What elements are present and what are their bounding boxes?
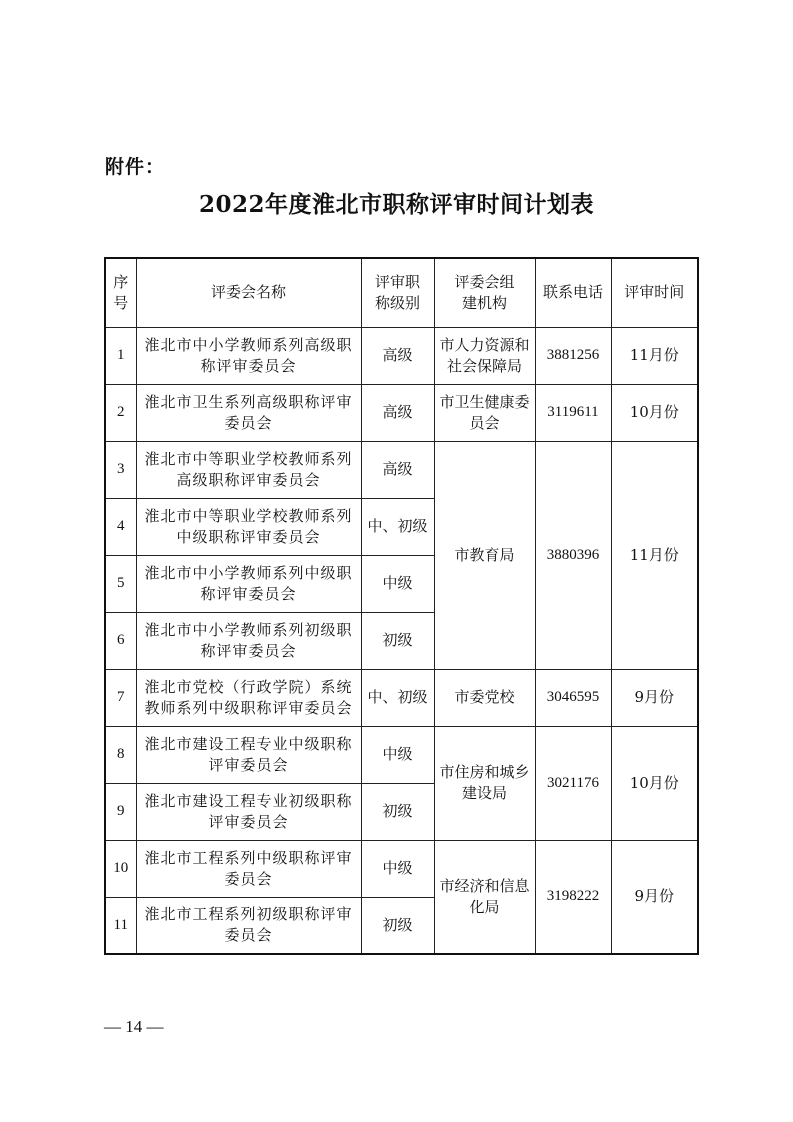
review-time: 10月份	[611, 384, 698, 441]
review-time: 9月份	[611, 669, 698, 726]
review-time: 10月份	[611, 726, 698, 840]
organizing-body: 市经济和信息化局	[434, 840, 535, 954]
committee-name: 淮北市建设工程专业中级职称评审委员会	[136, 726, 361, 783]
header-org: 评委会组建机构	[434, 258, 535, 327]
title-level: 中、初级	[361, 498, 434, 555]
title-level: 初级	[361, 783, 434, 840]
row-number: 4	[105, 498, 136, 555]
attachment-label: 附件：	[105, 156, 166, 178]
committee-name: 淮北市工程系列中级职称评审委员会	[136, 840, 361, 897]
title-level: 中、初级	[361, 669, 434, 726]
title-level: 中级	[361, 840, 434, 897]
row-number: 6	[105, 612, 136, 669]
header-name: 评委会名称	[136, 258, 361, 327]
review-time: 9月份	[611, 840, 698, 954]
table-row	[105, 840, 698, 897]
row-number: 5	[105, 555, 136, 612]
committee-name: 淮北市中小学教师系列中级职称评审委员会	[136, 555, 361, 612]
page-number: — 14 —	[104, 1017, 164, 1036]
review-time: 11月份	[611, 327, 698, 384]
row-number: 11	[105, 897, 136, 954]
title-level: 中级	[361, 555, 434, 612]
table-row	[105, 384, 698, 441]
contact-phone: 3119611	[535, 384, 611, 441]
committee-name: 淮北市卫生系列高级职称评审委员会	[136, 384, 361, 441]
contact-phone: 3880396	[535, 441, 611, 669]
title-level: 初级	[361, 897, 434, 954]
organizing-body: 市住房和城乡建设局	[434, 726, 535, 840]
title-level: 高级	[361, 327, 434, 384]
committee-name: 淮北市建设工程专业初级职称评审委员会	[136, 783, 361, 840]
header-phone: 联系电话	[535, 258, 611, 327]
table-header-row	[105, 258, 698, 327]
header-index: 序号	[105, 258, 136, 327]
row-number: 9	[105, 783, 136, 840]
header-level: 评审职称级别	[361, 258, 434, 327]
organizing-body: 市人力资源和社会保障局	[434, 327, 535, 384]
title-level: 初级	[361, 612, 434, 669]
organizing-body: 市卫生健康委员会	[434, 384, 535, 441]
row-number: 1	[105, 327, 136, 384]
review-time: 11月份	[611, 441, 698, 669]
schedule-table	[104, 257, 699, 955]
committee-name: 淮北市中等职业学校教师系列高级职称评审委员会	[136, 441, 361, 498]
committee-name: 淮北市党校（行政学院）系统教师系列中级职称评审委员会	[136, 669, 361, 726]
committee-name: 淮北市中小学教师系列高级职称评审委员会	[136, 327, 361, 384]
header-time: 评审时间	[611, 258, 698, 327]
contact-phone: 3198222	[535, 840, 611, 954]
contact-phone: 3881256	[535, 327, 611, 384]
title-level: 高级	[361, 384, 434, 441]
table-row	[105, 441, 698, 498]
row-number: 2	[105, 384, 136, 441]
contact-phone: 3046595	[535, 669, 611, 726]
committee-name: 淮北市工程系列初级职称评审委员会	[136, 897, 361, 954]
row-number: 7	[105, 669, 136, 726]
contact-phone: 3021176	[535, 726, 611, 840]
title-level: 中级	[361, 726, 434, 783]
committee-name: 淮北市中小学教师系列初级职称评审委员会	[136, 612, 361, 669]
table-row	[105, 726, 698, 783]
page-title: 2022年度淮北市职称评审时间计划表	[198, 191, 594, 218]
table-row	[105, 669, 698, 726]
committee-name: 淮北市中等职业学校教师系列中级职称评审委员会	[136, 498, 361, 555]
table-row	[105, 327, 698, 384]
row-number: 10	[105, 840, 136, 897]
row-number: 8	[105, 726, 136, 783]
organizing-body: 市教育局	[434, 441, 535, 669]
organizing-body: 市委党校	[434, 669, 535, 726]
row-number: 3	[105, 441, 136, 498]
title-level: 高级	[361, 441, 434, 498]
